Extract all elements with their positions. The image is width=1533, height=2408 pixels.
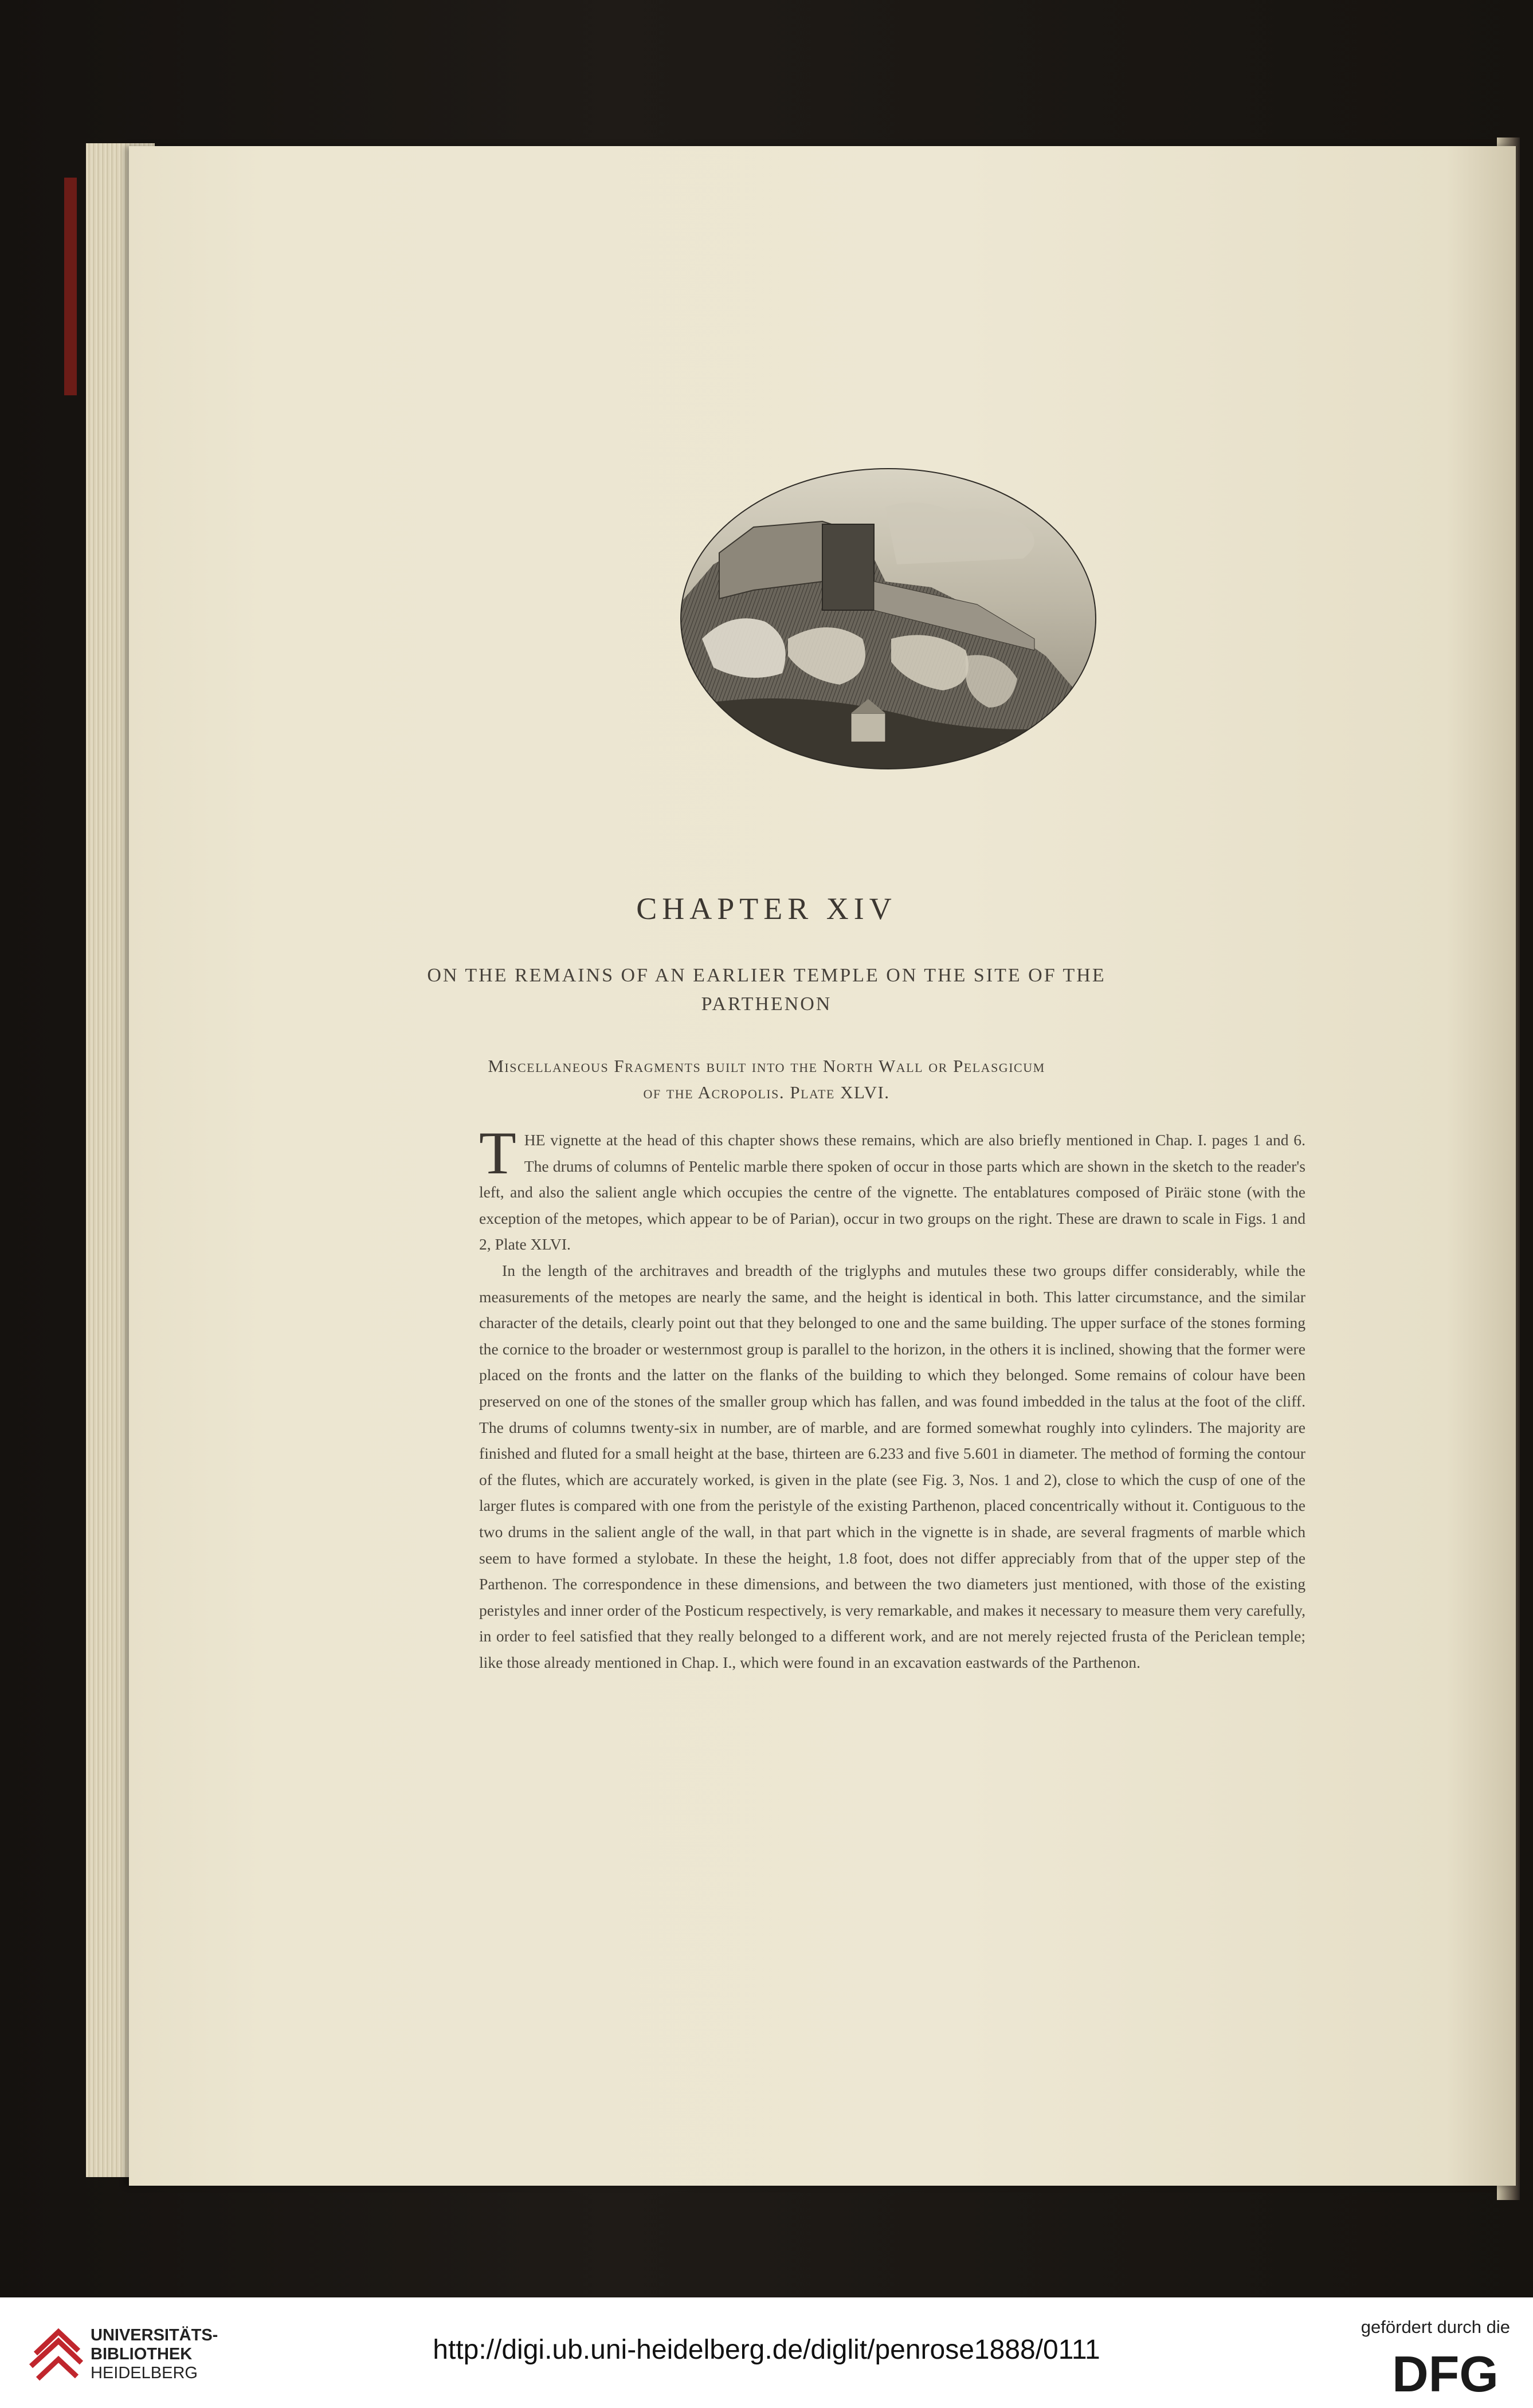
dfg-logo-icon[interactable] (1379, 2348, 1511, 2396)
permalink-url[interactable]: http://digi.ub.uni-heidelberg.de/diglit/penrose1888/0111 (433, 2335, 1100, 2365)
binding-edge (64, 178, 77, 395)
section-heading-line: of the Acropolis. Plate XLVI. (643, 1082, 890, 1102)
library-name-line: UNIVERSITÄTS- (91, 2326, 218, 2344)
paragraph (479, 1119, 1305, 1258)
funding-caption: gefördert durch die (1361, 2317, 1510, 2337)
tower (822, 524, 874, 610)
chapter-subtitle-line: PARTHENON (701, 993, 832, 1015)
dfg-logo-text: DFG (1392, 2348, 1499, 2396)
library-name-line: BIBLIOTHEK (91, 2345, 193, 2363)
body-text (479, 1119, 1305, 1675)
chapter-subtitle-line: ON THE REMAINS OF AN EARLIER TEMPLE ON THE SITE OF THE (427, 965, 1106, 986)
footer-bar (0, 2297, 1533, 2408)
library-name-line: HEIDELBERG (91, 2364, 198, 2382)
paragraph-text: HE vignette at the head of this chapter shows these remains, which are also briefly mentioned in Chap. I. pages 1 and 6. The drums of columns of Pentelic marble there spoken of occur in those parts which are shown in the sketch to the reader's left, and also the salient angle which occupies the centre of the vignette. The entablatures composed of Piräic stone (with the exception of the metopes, which appear to be of Parian), occur in two groups on the right. These are drawn to scale in Figs. 1 and 2, Plate XLVI. (479, 1131, 1305, 1254)
paragraph: In the length of the architraves and breadth of the triglyphs and mutules these two groups differ considerably, while the measurements of the metopes are nearly the same, and the height is identical in both. This latter circumstance, and the similar character of the details, clearly point out that they belonged to one and the same building. The upper surface of the stones forming the cornice to the broader or westernmost group is parallel to the horizon, in the others it is inclined, showing that the former were placed on the fronts and the latter on the flanks of the building to which they belonged. Some remains of colour have been preserved on one of the stones of the smaller group which has fallen, and was found imbedded in the talus at the foot of the cliff. The drums of columns twenty-six in number, are of marble, and are formed somewhat roughly into cylinders. The majority are finished and fluted for a small height at the base, thirteen are 6.233 and five 5.601 in diameter. The method of forming the contour of the flutes, which are accurately worked, is given in the plate (see Fig. 3, Nos. 1 and 2), close to which the cusp of one of the larger flutes is compared with one from the peristyle of the existing Parthenon, placed concentrically without it. Contiguous to the two drums in the salient angle of the wall, in that part which in the vignette is in shade, are several fragments of marble which seem to have formed a stylobate. In these the height, 1.8 foot, does not differ appreciably from that of the upper step of the Parthenon. The correspondence in these dimensions, and between the two diameters just mentioned, with those of the existing peristyles and inner order of the Posticum respectively, is very remarkable, and makes it necessary to measure them very carefully, in order to feel satisfied that they really belonged to a different work, and are not merely rejected frusta of the Periclean temple; like those already mentioned in Chap. I., which were found in an excavation eastwards of the Parthenon. (479, 1261, 1305, 1671)
drop-cap: T (479, 1119, 516, 1187)
acropolis-vignette-illustration (679, 467, 1097, 771)
chapter-subtitle (0, 961, 1533, 1019)
section-heading-line: Miscellaneous Fragments built into the North Wall or Pelasgicum (488, 1056, 1045, 1076)
chapter-title: CHAPTER XIV (636, 891, 897, 926)
section-heading (0, 1053, 1533, 1106)
